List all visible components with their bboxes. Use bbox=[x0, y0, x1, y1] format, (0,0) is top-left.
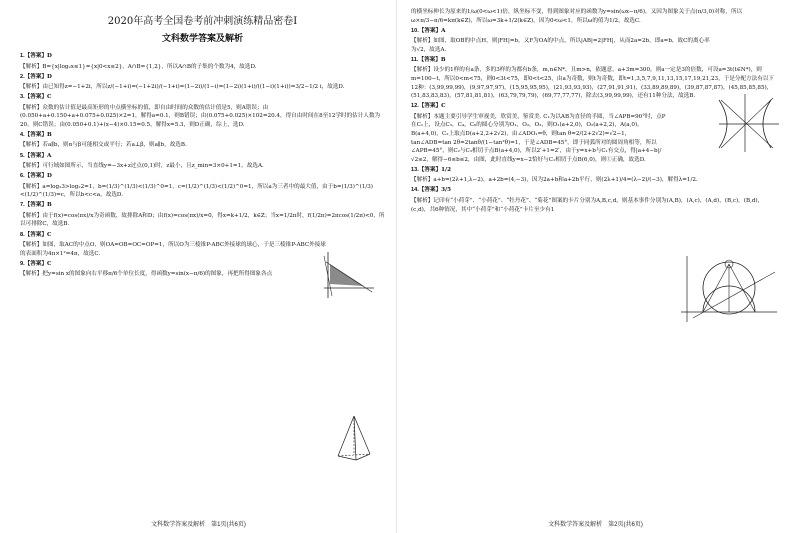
right-page bbox=[397, 0, 794, 533]
item-number: 8. bbox=[20, 231, 25, 238]
solution-3 bbox=[20, 93, 385, 129]
analysis-text: 【解析】设少的1样的有a条，多的3样的为都有b条，m,n∈N*，且m>n，依题意，a+3m=300，则a一定是3的倍数，可设a=3t(t∈N*)，则m=100−t，所以0<m<75，则0<3t<75，即0<t<25，由a为奇数，则t为奇数，即t=1,3,5,7,9,11,13,15,17,19,21,23，于是分配方法有以下12种：(3,99,99,99)，(9,97,97,97)，(15,95,95,95)，(21,93,93,93)，(27,91,91,91)，(33,89,89,89)，(39,87,87,87)，(45,85,85,85)，(51,83,83,83)，(57,81,81,81)，(63,79,79,79)，(69,77,77,77)，除去(3,99,99,99)，还有11种分法，故选B. bbox=[411, 67, 775, 100]
feasible-region-figure bbox=[318, 250, 376, 300]
item-number: 7. bbox=[20, 202, 25, 209]
solution-6 bbox=[20, 172, 385, 200]
item-number: 12. bbox=[411, 103, 419, 110]
item-number: 9. bbox=[20, 260, 25, 267]
analysis-text: 【解析】由已知得z=−1+2i，所以z/(−1+i)=(−1+2i)/(−1+i)=(1−2i)/(1−i)=(1−2i)(1+i)/((1−i)(1+i))=3/2−1/2 i，故选D. bbox=[20, 84, 345, 91]
solution-13 bbox=[411, 166, 780, 185]
document-subtitle: 文科数学答案及解析 bbox=[161, 34, 243, 44]
analysis-text: 【解析】把y=sin x的图象向右平移π/6个单位长度，得函数y=sin(x−π/6)的图象，再把所得图象各点 bbox=[20, 271, 273, 278]
answer-line: 【答案】A bbox=[24, 152, 52, 159]
item-number: 14. bbox=[411, 187, 419, 194]
answer-line: 【答案】B bbox=[418, 56, 446, 63]
solution-5 bbox=[20, 152, 385, 171]
solution-2 bbox=[20, 73, 385, 92]
item-number: 13. bbox=[411, 166, 419, 173]
right-page-footer: 文科数学答案及解析 第2页(共6页) bbox=[548, 522, 643, 528]
answer-line: 【答案】C bbox=[24, 260, 52, 267]
analysis-text: 【解析】众数的估计值是最高矩形的中点横坐标的值，即自由时间的众数的估计值是5，则A错误；由(0.050+a+0.150+a+0.075+0.025)×2=1，解得a=0.1，则B错误；由(0.075+0.025)×102=20.4，得自由时间在8至12学时的估计人数为20，则C错误；由(0.050+0.1)+(x−4)×0.15=0.5，解得x=5.3，则D正确，综上，选D. bbox=[20, 104, 381, 128]
answer-line: 【答案】A bbox=[418, 27, 446, 34]
answer-line: 【答案】D bbox=[24, 73, 52, 80]
analysis-text: 【解析】如图，取AC的中点O，则OA=OB=OC=OP=1，所以O为三棱锥P-ABC外接球的球心，于是三棱锥P-ABC外接球的表面积为4π×1²=4π，故选C. bbox=[20, 242, 326, 257]
analysis-text: 【解析】记印有“小荷芽”、“小荷花”、“牡丹花”、“菊花”图案的卡片分别为A,B,c,d，则基本事件分别为(A,B)，(A,c)，(A,d)，(B,c)，(B,d)，(c,d)，共6种情况，其中“小荷芽”和“小荷花”卡片至少有1 bbox=[411, 197, 764, 213]
analysis-text: 【解析】a+b=(2λ+1,λ−2)，a+2b=(4,−3)，因为2a+b和a+2b平行，则(2λ+1)/4=(λ−2)/(−3)，解得λ=1/2. bbox=[411, 177, 698, 184]
answer-line: 【答案】B bbox=[24, 131, 52, 138]
answer-line: 【答案】D bbox=[24, 53, 52, 59]
answer-line: 【答案】C bbox=[24, 231, 52, 238]
answer-line: 【答案】B bbox=[24, 202, 52, 209]
item-number: 3. bbox=[20, 94, 25, 101]
analysis-text: 【解析】如图，取OB的中点H，则|FH|=b，又F为OA的中点，所以|AB|=2|FH|，从而2a=2b，即a=b，故C的离心率为√2，故选A. bbox=[411, 38, 710, 53]
hyperbola-figure bbox=[715, 92, 781, 154]
answer-line: 【答案】3/5 bbox=[418, 187, 451, 194]
solution-4 bbox=[20, 131, 385, 150]
item-number: 4. bbox=[20, 131, 25, 138]
answer-line: 【答案】C bbox=[418, 103, 446, 110]
analysis-text: 【解析】B={x|log₂x≤1}={x|0<x≤2}，A∩B={1,2}，所以A∩B的子集的个数为4，故选D. bbox=[20, 63, 257, 70]
left-page-footer: 文科数学答案及解析 第1页(共6页) bbox=[151, 522, 246, 528]
item-number: 6. bbox=[20, 173, 25, 180]
analysis-text: 【解析】本题主要引导学生审视美，欣赏美，鉴赏美. C₁为以AB为直径的半圆，当∠APB=90°时，点P在C₁上，设点C₃，C₄，C₆的圆心分别为O₁，O₂，O₃，则O₁(a+2,0)，O₂(a+2,2)，A(a,0)，B(a+4,0)，C₂上取点D(a+2,2+2√2)，由∠ADO₁=θ，则tan θ=2/(2+2√2)=√2−1，tan∠ADB=tan 2θ=2tanθ/(1−tan²θ)=1，于是∠ADB=45°，即于同弧所对的圆周角相等，所以∠APB=45°，则C₂与C₃相切于点B(a+4,0)，所以2ʹ+1=2ʹ，由于y=x+b与C₁有交点，得|a+4−b|/√2≤2，解得−6≤b≤2，由图，此时直线y=x−2恰好与C₁相切于点B(6,0)，则①正确，故选D. bbox=[411, 113, 666, 163]
solution-1 bbox=[20, 52, 385, 71]
answer-line: 【答案】1/2 bbox=[418, 166, 451, 173]
analysis-text: 【解析】由于f(x)=cos(πx)/x为奇函数，故排除A和D；由f(x)=cos(πx)/x=0，得x=k+1/2，k∈Z；当x=1/2π时，f(1/2π)=2πcos(1/2π)<0，所以可排除C，故选B. bbox=[20, 212, 385, 228]
circles-figure bbox=[679, 252, 779, 324]
item-number: 10. bbox=[411, 27, 419, 34]
document-title: 2020年高考全国卷考前冲刺演练精品密卷Ⅰ bbox=[107, 16, 298, 27]
pyramid-figure bbox=[334, 412, 374, 464]
solution-10 bbox=[411, 27, 780, 55]
analysis-text: 【解析】可行域如图所示，当直线y=−3x+z过点(0,1)时，z最小，且z_min=3×0+1=1，故选A. bbox=[20, 163, 264, 170]
item-number: 1. bbox=[20, 53, 25, 59]
answer-line: 【答案】D bbox=[24, 173, 52, 180]
item-number: 11. bbox=[411, 56, 419, 63]
analysis-text: 【解析】若a∥b，则α与β可能相交或平行；若a⊥β，则a∥b，故选B. bbox=[20, 142, 187, 149]
continued-analysis-text: 的横坐标伸长为原来的1/ω(0<ω<1)倍，纵坐标不变，得到图象对应的函数为y=sin(ωx−π/6)，又因为图象关于点(π/3,0)对称，所以ω×π/3−π/6=kπ(k∈Z)，所以ω=3k+1/2(k∈Z)，因为0<ω<1，所以ω的值为1/2，故选C. bbox=[411, 9, 743, 24]
item-number: 5. bbox=[20, 152, 25, 159]
item-number: 2. bbox=[20, 73, 25, 80]
analysis-text: 【解析】a=log₂3>log₂2=1，b=(1/3)^(1/3)<(1/3)^0=1，c=(1/2)^(1/3)<(1/2)^0=1，所以a为三者中的最大值，由于b=(1/3)^(1/3)<(1/2)^(1/3)=c，所以b<c<a，故选D. bbox=[20, 183, 373, 199]
solution-14 bbox=[411, 186, 780, 214]
answer-line: 【答案】C bbox=[24, 94, 52, 101]
solution-7 bbox=[20, 201, 385, 229]
